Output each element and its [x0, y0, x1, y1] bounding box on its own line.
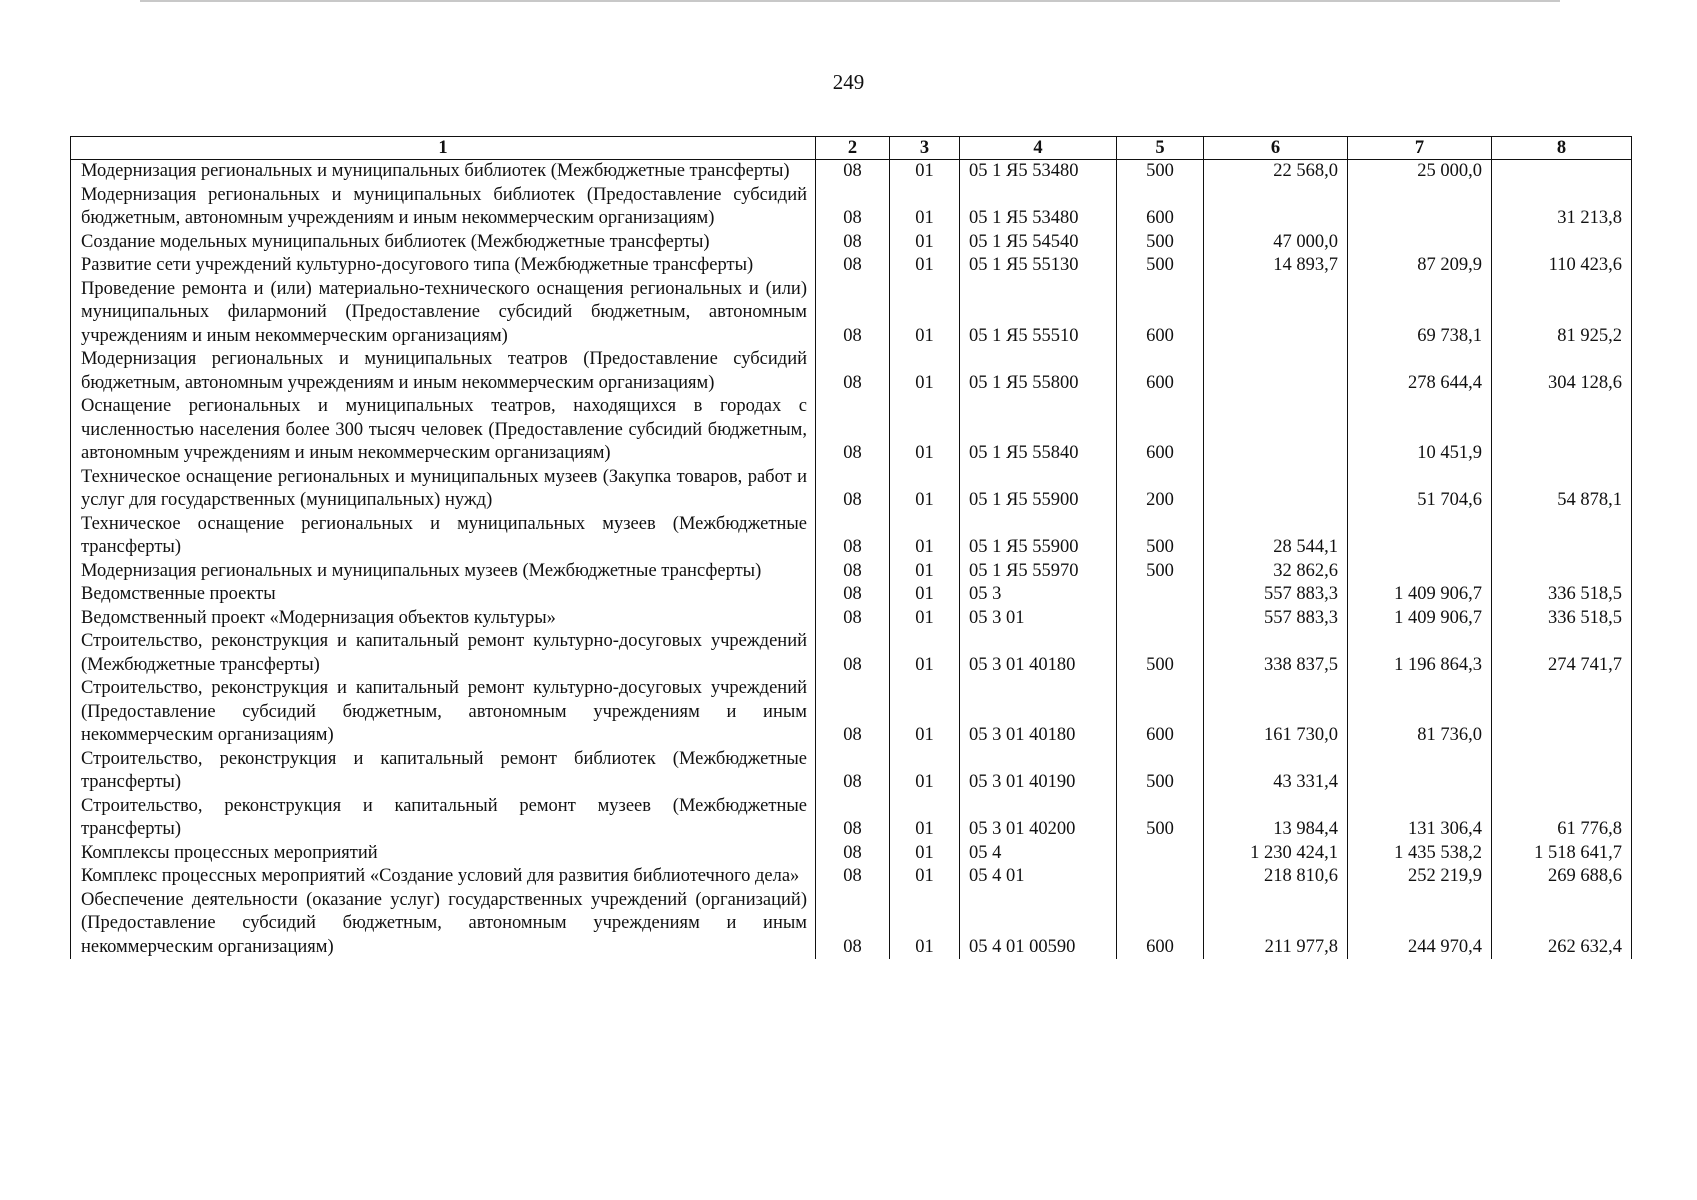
- row-expense-type: 500: [1117, 254, 1204, 278]
- row-section: 08: [816, 254, 890, 278]
- row-section: 08: [816, 889, 890, 960]
- row-amount-col8: 81 925,2: [1492, 278, 1632, 349]
- row-amount-col7: [1348, 513, 1492, 560]
- row-section: 08: [816, 583, 890, 607]
- row-amount-col8: [1492, 160, 1632, 184]
- row-expense-type: 600: [1117, 184, 1204, 231]
- row-name: Оснащение региональных и муниципальных театров, находящихся в городах с численностью населения более 300 тысяч человек (Предоставление субсидий бюджетным, автономным учреждениям и иным некоммерческим организациям): [71, 395, 816, 466]
- row-section: 08: [816, 560, 890, 584]
- row-name: Строительство, реконструкция и капитальный ремонт культурно-досуговых учреждений (Межбюджетные трансферты): [71, 630, 816, 677]
- row-subsection: 01: [890, 865, 960, 889]
- row-subsection: 01: [890, 560, 960, 584]
- table-row: [71, 466, 1632, 513]
- row-amount-col6: 14 893,7: [1204, 254, 1348, 278]
- table-row: [71, 348, 1632, 395]
- row-expense-type: 500: [1117, 560, 1204, 584]
- table-row: [71, 160, 1632, 184]
- row-subsection: 01: [890, 889, 960, 960]
- row-subsection: 01: [890, 231, 960, 255]
- row-amount-col6: 211 977,8: [1204, 889, 1348, 960]
- row-section: 08: [816, 513, 890, 560]
- row-section: 08: [816, 748, 890, 795]
- row-target-code: 05 1 Я5 54540: [960, 231, 1117, 255]
- table-row: [71, 278, 1632, 349]
- table-row: [71, 677, 1632, 748]
- row-amount-col6: 28 544,1: [1204, 513, 1348, 560]
- row-subsection: 01: [890, 630, 960, 677]
- header-col-4: 4: [960, 137, 1117, 160]
- row-name: Обеспечение деятельности (оказание услуг) государственных учреждений (организаций) (Предоставление субсидий бюджетным, автономным учреждениям и иным некоммерческим организациям): [71, 889, 816, 960]
- row-amount-col8: 110 423,6: [1492, 254, 1632, 278]
- table-row: [71, 395, 1632, 466]
- row-subsection: 01: [890, 795, 960, 842]
- table-row: [71, 865, 1632, 889]
- row-amount-col8: 304 128,6: [1492, 348, 1632, 395]
- page-number: 249: [832, 70, 865, 94]
- row-amount-col7: 1 409 906,7: [1348, 607, 1492, 631]
- table-row: [71, 184, 1632, 231]
- row-amount-col8: 336 518,5: [1492, 607, 1632, 631]
- row-amount-col7: [1348, 231, 1492, 255]
- row-name: Модернизация региональных и муниципальных музеев (Межбюджетные трансферты): [71, 560, 816, 584]
- row-section: 08: [816, 677, 890, 748]
- row-name: Модернизация региональных и муниципальных театров (Предоставление субсидий бюджетным, автономным учреждениям и иным некоммерческим организациям): [71, 348, 816, 395]
- row-target-code: 05 3: [960, 583, 1117, 607]
- row-amount-col7: [1348, 184, 1492, 231]
- row-section: 08: [816, 795, 890, 842]
- row-amount-col6: [1204, 348, 1348, 395]
- row-subsection: 01: [890, 842, 960, 866]
- row-amount-col6: 1 230 424,1: [1204, 842, 1348, 866]
- row-expense-type: 500: [1117, 795, 1204, 842]
- row-expense-type: 500: [1117, 160, 1204, 184]
- row-amount-col8: [1492, 231, 1632, 255]
- row-amount-col6: 13 984,4: [1204, 795, 1348, 842]
- row-name: Развитие сети учреждений культурно-досугового типа (Межбюджетные трансферты): [71, 254, 816, 278]
- row-expense-type: 600: [1117, 889, 1204, 960]
- row-subsection: 01: [890, 583, 960, 607]
- row-expense-type: [1117, 865, 1204, 889]
- row-expense-type: [1117, 607, 1204, 631]
- row-amount-col7: 25 000,0: [1348, 160, 1492, 184]
- row-expense-type: 500: [1117, 513, 1204, 560]
- row-expense-type: [1117, 583, 1204, 607]
- row-subsection: 01: [890, 466, 960, 513]
- header-col-3: 3: [890, 137, 960, 160]
- row-expense-type: 500: [1117, 630, 1204, 677]
- row-target-code: 05 1 Я5 55840: [960, 395, 1117, 466]
- row-name: Строительство, реконструкция и капитальный ремонт музеев (Межбюджетные трансферты): [71, 795, 816, 842]
- budget-table: [70, 136, 1632, 959]
- row-target-code: 05 1 Я5 53480: [960, 160, 1117, 184]
- row-section: 08: [816, 842, 890, 866]
- table-row: [71, 254, 1632, 278]
- row-section: 08: [816, 630, 890, 677]
- row-name: Модернизация региональных и муниципальных библиотек (Предоставление субсидий бюджетным, автономным учреждениям и иным некоммерческим организациям): [71, 184, 816, 231]
- row-amount-col6: 218 810,6: [1204, 865, 1348, 889]
- row-expense-type: 500: [1117, 748, 1204, 795]
- row-section: 08: [816, 348, 890, 395]
- table-header-row: [71, 137, 1632, 160]
- row-amount-col8: [1492, 513, 1632, 560]
- table-row: [71, 583, 1632, 607]
- row-name: Проведение ремонта и (или) материально-технического оснащения региональных и (или) муниципальных филармоний (Предоставление субсидий бюджетным, автономным учреждениям и иным некоммерческим организациям): [71, 278, 816, 349]
- row-amount-col8: 269 688,6: [1492, 865, 1632, 889]
- row-target-code: 05 3 01 40180: [960, 677, 1117, 748]
- row-name: Техническое оснащение региональных и муниципальных музеев (Межбюджетные трансферты): [71, 513, 816, 560]
- header-col-7: 7: [1348, 137, 1492, 160]
- row-amount-col7: 1 409 906,7: [1348, 583, 1492, 607]
- table-row: [71, 630, 1632, 677]
- row-target-code: 05 1 Я5 55510: [960, 278, 1117, 349]
- row-amount-col8: [1492, 560, 1632, 584]
- row-expense-type: 500: [1117, 231, 1204, 255]
- row-section: 08: [816, 160, 890, 184]
- row-amount-col8: 274 741,7: [1492, 630, 1632, 677]
- row-amount-col8: [1492, 395, 1632, 466]
- row-target-code: 05 1 Я5 55900: [960, 466, 1117, 513]
- row-subsection: 01: [890, 160, 960, 184]
- row-amount-col6: 32 862,6: [1204, 560, 1348, 584]
- table-row: [71, 560, 1632, 584]
- row-expense-type: 600: [1117, 348, 1204, 395]
- row-target-code: 05 4 01: [960, 865, 1117, 889]
- row-name: Техническое оснащение региональных и муниципальных музеев (Закупка товаров, работ и услуг для государственных (муниципальных) нужд): [71, 466, 816, 513]
- row-target-code: 05 3 01 40190: [960, 748, 1117, 795]
- header-col-8: 8: [1492, 137, 1632, 160]
- row-amount-col6: 43 331,4: [1204, 748, 1348, 795]
- row-target-code: 05 1 Я5 55800: [960, 348, 1117, 395]
- row-expense-type: [1117, 842, 1204, 866]
- row-amount-col7: 1 435 538,2: [1348, 842, 1492, 866]
- row-expense-type: 600: [1117, 395, 1204, 466]
- row-amount-col6: 557 883,3: [1204, 607, 1348, 631]
- row-section: 08: [816, 865, 890, 889]
- row-amount-col8: 31 213,8: [1492, 184, 1632, 231]
- row-amount-col7: 87 209,9: [1348, 254, 1492, 278]
- row-subsection: 01: [890, 184, 960, 231]
- row-target-code: 05 1 Я5 55970: [960, 560, 1117, 584]
- row-amount-col6: 557 883,3: [1204, 583, 1348, 607]
- row-amount-col6: 338 837,5: [1204, 630, 1348, 677]
- row-amount-col8: 54 878,1: [1492, 466, 1632, 513]
- row-amount-col8: [1492, 677, 1632, 748]
- row-amount-col8: [1492, 748, 1632, 795]
- row-section: 08: [816, 278, 890, 349]
- table-row: [71, 889, 1632, 960]
- table-row: [71, 607, 1632, 631]
- table-row: [71, 231, 1632, 255]
- table-body: [71, 160, 1632, 960]
- row-amount-col7: 81 736,0: [1348, 677, 1492, 748]
- row-target-code: 05 1 Я5 55130: [960, 254, 1117, 278]
- row-amount-col7: 278 644,4: [1348, 348, 1492, 395]
- row-amount-col7: [1348, 748, 1492, 795]
- row-expense-type: 200: [1117, 466, 1204, 513]
- row-amount-col6: 22 568,0: [1204, 160, 1348, 184]
- row-target-code: 05 3 01 40200: [960, 795, 1117, 842]
- row-subsection: 01: [890, 513, 960, 560]
- row-amount-col7: 131 306,4: [1348, 795, 1492, 842]
- top-scan-rule: [140, 0, 1560, 2]
- row-amount-col6: [1204, 184, 1348, 231]
- row-target-code: 05 3 01 40180: [960, 630, 1117, 677]
- row-target-code: 05 4: [960, 842, 1117, 866]
- row-name: Строительство, реконструкция и капитальный ремонт культурно-досуговых учреждений (Предоставление субсидий бюджетным, автономным учреждениям и иным некоммерческим организациям): [71, 677, 816, 748]
- row-subsection: 01: [890, 395, 960, 466]
- row-target-code: 05 3 01: [960, 607, 1117, 631]
- row-target-code: 05 1 Я5 53480: [960, 184, 1117, 231]
- row-section: 08: [816, 231, 890, 255]
- row-amount-col7: 1 196 864,3: [1348, 630, 1492, 677]
- row-section: 08: [816, 607, 890, 631]
- header-col-1: 1: [71, 137, 816, 160]
- row-name: Создание модельных муниципальных библиотек (Межбюджетные трансферты): [71, 231, 816, 255]
- row-subsection: 01: [890, 278, 960, 349]
- header-col-2: 2: [816, 137, 890, 160]
- row-target-code: 05 1 Я5 55900: [960, 513, 1117, 560]
- row-amount-col8: 336 518,5: [1492, 583, 1632, 607]
- row-amount-col8: 1 518 641,7: [1492, 842, 1632, 866]
- table-row: [71, 842, 1632, 866]
- row-amount-col7: 51 704,6: [1348, 466, 1492, 513]
- row-name: Комплекс процессных мероприятий «Создание условий для развития библиотечного дела»: [71, 865, 816, 889]
- row-subsection: 01: [890, 254, 960, 278]
- row-amount-col7: 10 451,9: [1348, 395, 1492, 466]
- row-subsection: 01: [890, 607, 960, 631]
- table-row: [71, 795, 1632, 842]
- row-name: Ведомственный проект «Модернизация объектов культуры»: [71, 607, 816, 631]
- row-amount-col7: 244 970,4: [1348, 889, 1492, 960]
- row-name: Комплексы процессных мероприятий: [71, 842, 816, 866]
- row-section: 08: [816, 184, 890, 231]
- row-amount-col6: [1204, 395, 1348, 466]
- row-target-code: 05 4 01 00590: [960, 889, 1117, 960]
- row-name: Ведомственные проекты: [71, 583, 816, 607]
- row-expense-type: 600: [1117, 677, 1204, 748]
- row-expense-type: 600: [1117, 278, 1204, 349]
- row-section: 08: [816, 395, 890, 466]
- row-amount-col6: [1204, 278, 1348, 349]
- row-name: Строительство, реконструкция и капитальный ремонт библиотек (Межбюджетные трансферты): [71, 748, 816, 795]
- row-amount-col6: 47 000,0: [1204, 231, 1348, 255]
- row-amount-col8: 61 776,8: [1492, 795, 1632, 842]
- table-row: [71, 748, 1632, 795]
- row-amount-col7: 69 738,1: [1348, 278, 1492, 349]
- header-col-6: 6: [1204, 137, 1348, 160]
- row-amount-col8: 262 632,4: [1492, 889, 1632, 960]
- row-amount-col7: 252 219,9: [1348, 865, 1492, 889]
- row-name: Модернизация региональных и муниципальных библиотек (Межбюджетные трансферты): [71, 160, 816, 184]
- row-amount-col6: 161 730,0: [1204, 677, 1348, 748]
- header-col-5: 5: [1117, 137, 1204, 160]
- row-amount-col6: [1204, 466, 1348, 513]
- row-amount-col7: [1348, 560, 1492, 584]
- row-subsection: 01: [890, 348, 960, 395]
- row-subsection: 01: [890, 748, 960, 795]
- table-row: [71, 513, 1632, 560]
- row-subsection: 01: [890, 677, 960, 748]
- row-section: 08: [816, 466, 890, 513]
